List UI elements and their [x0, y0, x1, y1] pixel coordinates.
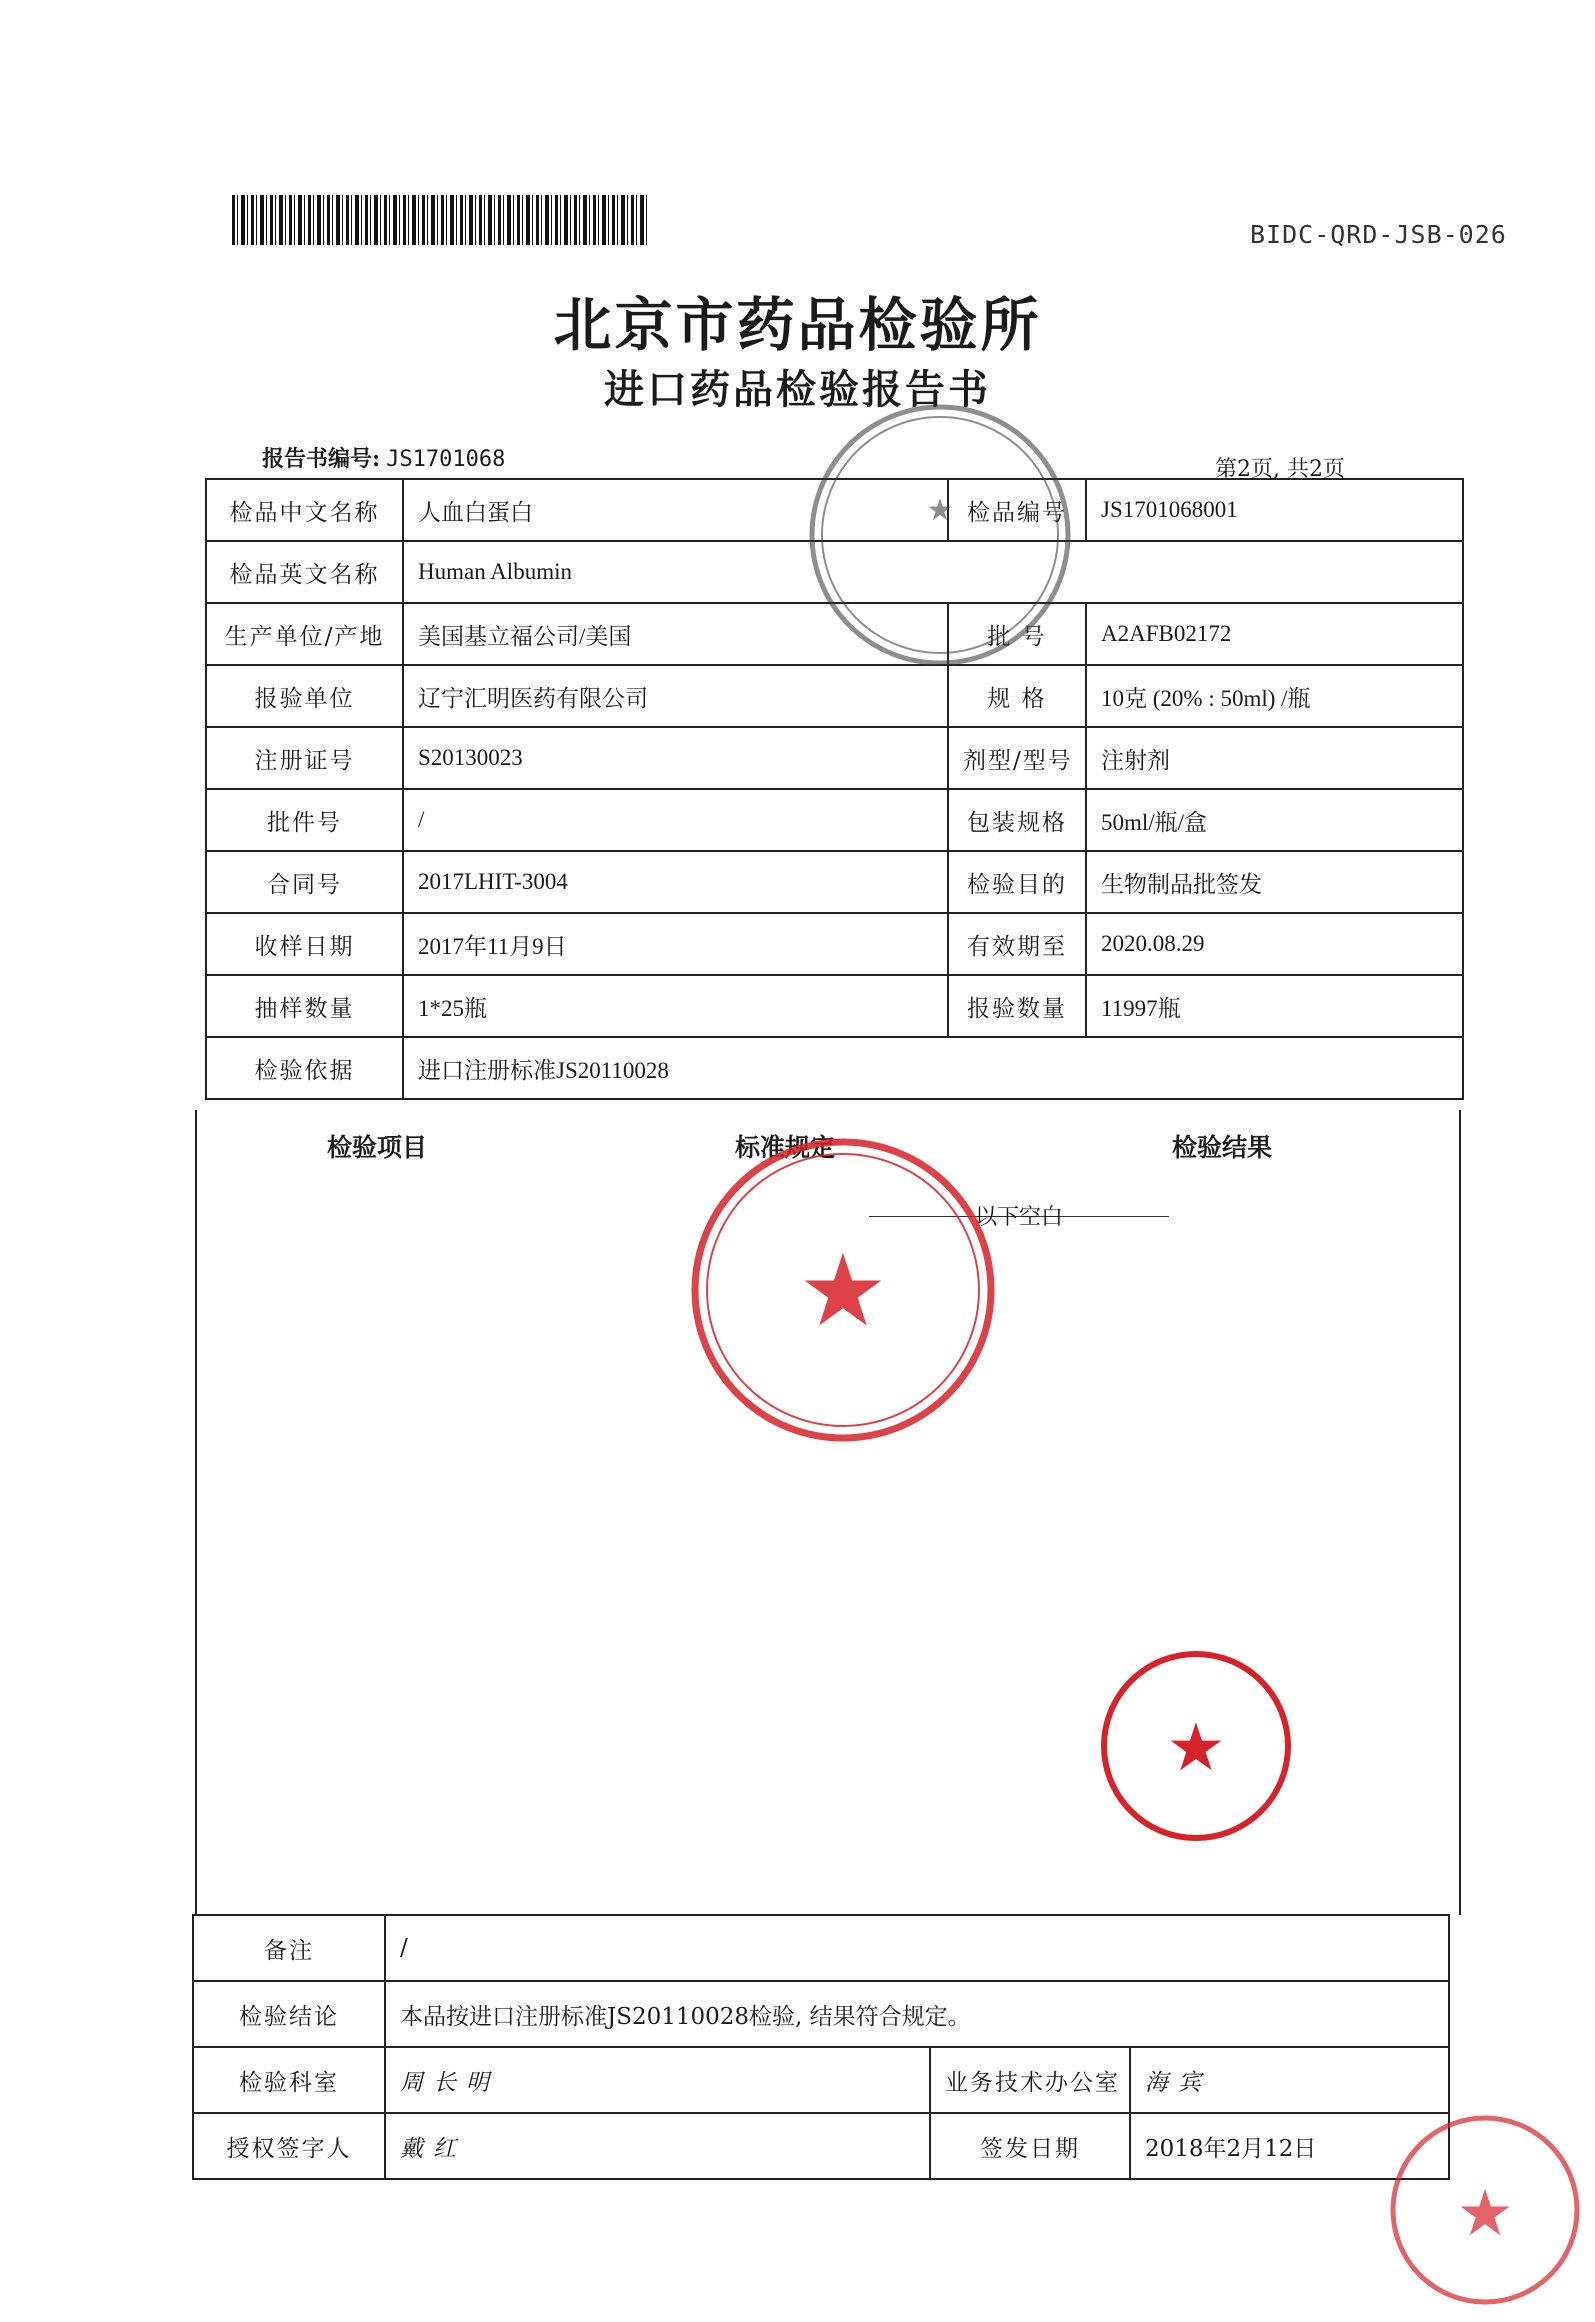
- col-header-result: 检验结果: [1172, 1133, 1273, 1162]
- table-row: [206, 975, 1463, 1037]
- seal-graphic: [1098, 1648, 1294, 1844]
- cn-name-label: 检品中文名称: [206, 479, 403, 541]
- table-row: [193, 1915, 1449, 1981]
- maker-label: 生产单位/产地: [206, 603, 403, 665]
- dosage-label: 剂型/型号: [948, 727, 1086, 789]
- sample-no-value: JS1701068001: [1086, 479, 1463, 541]
- report-qty-label: 报验数量: [948, 975, 1086, 1037]
- table-row: [206, 789, 1463, 851]
- report-number-label: 报告书编号:: [262, 446, 381, 472]
- received-label: 收样日期: [206, 913, 403, 975]
- signer-signature: 戴红: [385, 2113, 930, 2179]
- package-label: 包装规格: [948, 789, 1086, 851]
- spec-value: 10克 (20% : 50ml) /瓶: [1086, 665, 1463, 727]
- approval-value: /: [403, 789, 948, 851]
- maker-value: 美国基立福公司/美国: [403, 603, 948, 665]
- corner-seal: [1385, 2110, 1585, 2310]
- package-value: 50ml/瓶/盒: [1086, 789, 1463, 851]
- applicant-label: 报验单位: [206, 665, 403, 727]
- svg-text:★: ★: [926, 493, 954, 528]
- document-id: BIDC-QRD-JSB-026: [1250, 220, 1507, 249]
- purpose-value: 生物制品批签发: [1086, 851, 1463, 913]
- en-name-label: 检品英文名称: [206, 541, 403, 603]
- svg-text:★: ★: [798, 1232, 888, 1349]
- contract-label: 合同号: [206, 851, 403, 913]
- issue-date-label: 签发日期: [930, 2113, 1130, 2179]
- table-row: [193, 2047, 1449, 2113]
- table-row: [206, 665, 1463, 727]
- conclusion-table: [192, 1914, 1450, 2180]
- basis-label: 检验依据: [206, 1037, 403, 1099]
- report-number-value: JS1701068: [386, 447, 506, 472]
- svg-text:★: ★: [1456, 2177, 1514, 2251]
- sample-qty-value: 1*25瓶: [403, 975, 948, 1037]
- report-title: 进口药品检验报告书: [604, 367, 991, 413]
- table-row: [206, 913, 1463, 975]
- company-seal: [688, 1135, 998, 1445]
- blank-note: 以下空白: [889, 1200, 1149, 1231]
- group-seal: [1098, 1648, 1294, 1844]
- seal-graphic: [1385, 2110, 1585, 2310]
- office-label: 业务技术办公室: [930, 2047, 1130, 2113]
- col-header-item: 检验项目: [327, 1133, 428, 1162]
- batch-label: 批 号: [948, 603, 1086, 665]
- received-value: 2017年11月9日: [403, 913, 948, 975]
- seal-graphic: [805, 400, 1075, 670]
- table-row: [193, 2113, 1449, 2179]
- expiry-value: 2020.08.29: [1086, 913, 1463, 975]
- sample-no-label: 检品编号: [948, 479, 1086, 541]
- sample-qty-label: 抽样数量: [206, 975, 403, 1037]
- page-info: 第2页, 共2页: [1215, 457, 1345, 482]
- col-header-standard: 标准规定: [735, 1133, 836, 1162]
- table-row: [206, 727, 1463, 789]
- purpose-label: 检验目的: [948, 851, 1086, 913]
- cn-name-value: 人血白蛋白: [403, 479, 948, 541]
- approval-label: 批件号: [206, 789, 403, 851]
- basis-value: 进口注册标准JS20110028: [403, 1037, 1463, 1099]
- report-number: [262, 442, 505, 473]
- conclusion-label: 检验结论: [193, 1981, 385, 2047]
- dept-signature: 周长明: [385, 2047, 930, 2113]
- issue-date-value: 2018年2月12日: [1130, 2113, 1449, 2179]
- reg-no-value: S20130023: [403, 727, 948, 789]
- seal-graphic: [688, 1135, 998, 1445]
- expiry-label: 有效期至: [948, 913, 1086, 975]
- reg-no-label: 注册证号: [206, 727, 403, 789]
- remark-value: /: [385, 1915, 1449, 1981]
- inspection-institute-seal: [805, 400, 1075, 670]
- applicant-value: 辽宁汇明医药有限公司: [403, 665, 948, 727]
- signer-label: 授权签字人: [193, 2113, 385, 2179]
- office-signature: 海宾: [1130, 2047, 1449, 2113]
- spec-label: 规 格: [948, 665, 1086, 727]
- batch-value: A2AFB02172: [1086, 603, 1463, 665]
- dosage-value: 注射剂: [1086, 727, 1463, 789]
- dept-label: 检验科室: [193, 2047, 385, 2113]
- en-name-value: Human Albumin: [403, 541, 1463, 603]
- table-row: [206, 1037, 1463, 1099]
- table-row: [206, 851, 1463, 913]
- remark-label: 备注: [193, 1915, 385, 1981]
- table-row: [193, 1981, 1449, 2047]
- barcode: [232, 195, 647, 245]
- svg-text:★: ★: [1166, 1709, 1226, 1786]
- report-qty-value: 11997瓶: [1086, 975, 1463, 1037]
- organization-name: 北京市药品检验所: [553, 291, 1042, 359]
- conclusion-value: 本品按进口注册标准JS20110028检验, 结果符合规定。: [385, 1981, 1449, 2047]
- contract-value: 2017LHIT-3004: [403, 851, 948, 913]
